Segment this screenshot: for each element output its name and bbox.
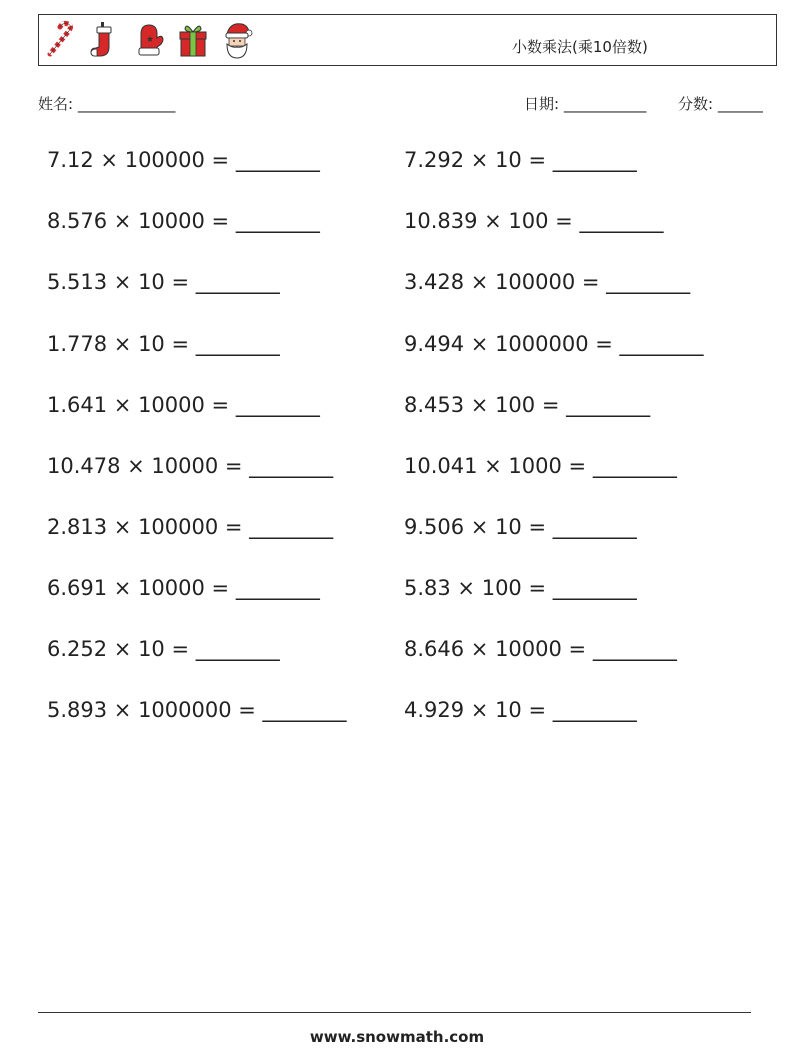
footer-url: www.snowmath.com: [309, 1028, 485, 1046]
problem-left-4: 1.778 × 10 = ________: [47, 332, 280, 356]
decoration-icons: [44, 20, 254, 60]
worksheet-title: 小数乘法(乘10倍数): [512, 38, 648, 56]
problem-left-5: 1.641 × 10000 = ________: [47, 393, 320, 417]
santa-icon: [220, 20, 254, 60]
svg-text:★: ★: [146, 35, 155, 45]
problem-right-1: 7.292 × 10 = ________: [404, 148, 637, 172]
header-box: [38, 14, 777, 66]
problem-right-5: 8.453 × 100 = ________: [404, 393, 651, 417]
gift-icon: [176, 20, 210, 60]
problem-right-2: 10.839 × 100 = ________: [404, 209, 664, 233]
date-field: 日期: ___________: [524, 95, 647, 113]
name-field: 姓名: _____________: [38, 95, 176, 113]
problem-right-6: 10.041 × 1000 = ________: [404, 454, 677, 478]
score-field: 分数: ______: [678, 95, 763, 113]
problem-left-6: 10.478 × 10000 = ________: [47, 454, 334, 478]
stocking-icon: [88, 20, 122, 60]
problem-right-7: 9.506 × 10 = ________: [404, 515, 637, 539]
problem-left-8: 6.691 × 10000 = ________: [47, 576, 320, 600]
problem-left-1: 7.12 × 100000 = ________: [47, 148, 320, 172]
problem-left-2: 8.576 × 10000 = ________: [47, 209, 320, 233]
mitten-icon: [132, 20, 166, 60]
problem-left-10: 5.893 × 1000000 = ________: [47, 698, 347, 722]
problem-left-9: 6.252 × 10 = ________: [47, 637, 280, 661]
problem-right-9: 8.646 × 10000 = ________: [404, 637, 677, 661]
footer-divider: [38, 1012, 751, 1013]
problem-right-8: 5.83 × 100 = ________: [404, 576, 637, 600]
candy-cane-icon: [44, 20, 78, 60]
problem-left-3: 5.513 × 10 = ________: [47, 270, 280, 294]
problem-right-4: 9.494 × 1000000 = ________: [404, 332, 704, 356]
problem-right-10: 4.929 × 10 = ________: [404, 698, 637, 722]
problem-right-3: 3.428 × 100000 = ________: [404, 270, 691, 294]
problem-left-7: 2.813 × 100000 = ________: [47, 515, 334, 539]
